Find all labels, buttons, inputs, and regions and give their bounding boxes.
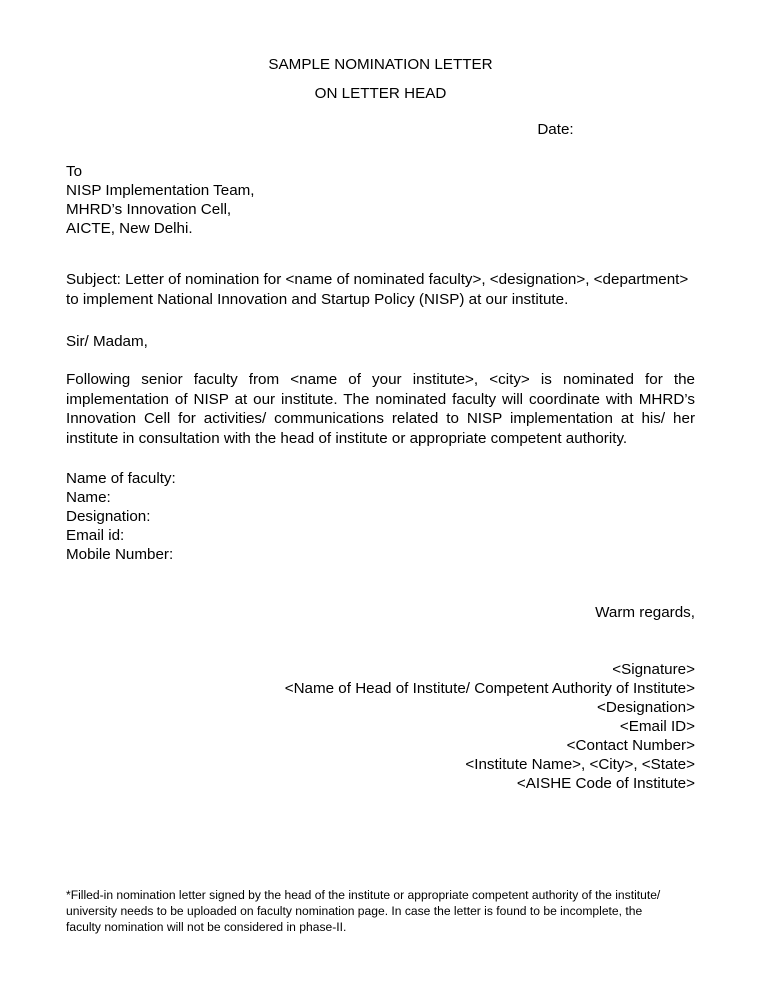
document-title: SAMPLE NOMINATION LETTER: [268, 56, 493, 73]
body-paragraph: Following senior faculty from <name of your institute>, <city> is nominated for the implementation of NISP at our institute. The nominated faculty will coordinate with MHRD’s Innovation Cell for activities/ communications related to NISP implementation at his/ her institute in consultation with the head of institute or appropriate competent authority.: [66, 371, 695, 447]
signature-block: [66, 660, 695, 793]
letter-content: [66, 0, 695, 793]
salutation: Sir/ Madam,: [66, 333, 148, 350]
addressee-line-cell: MHRD’s Innovation Cell,: [66, 201, 232, 218]
addressee-line-to: To: [66, 163, 83, 180]
field-email-id: Email id:: [66, 527, 125, 544]
signature-line-designation: <Designation>: [597, 699, 695, 716]
field-mobile-number: Mobile Number:: [66, 546, 174, 563]
faculty-fields-block: [66, 469, 695, 564]
signature-line-institute: <Institute Name>, <City>, <State>: [465, 756, 695, 773]
addressee-block: [66, 162, 695, 238]
subject-line: Subject: Letter of nomination for <name of nominated faculty>, <designation>, <department> to implement National Innovation and Startup Policy (NISP) at our institute.: [66, 271, 689, 308]
signature-line-aishe-code: <AISHE Code of Institute>: [516, 775, 695, 792]
footnote: *Filled-in nomination letter signed by the head of the institute or appropriate competent authority of the institute/ university needs to be uploaded on faculty nomination page. In case the letter is found to be incomplete, the faculty nomination will not be considered in phase-II.: [66, 888, 661, 934]
addressee-line-city: AICTE, New Delhi.: [66, 220, 193, 237]
signature-line-signature: <Signature>: [612, 661, 695, 678]
field-name-of-faculty: Name of faculty:: [66, 470, 176, 487]
addressee-line-team: NISP Implementation Team,: [66, 182, 255, 199]
field-name: Name:: [66, 489, 111, 506]
signature-line-name: <Name of Head of Institute/ Competent Authority of Institute>: [284, 680, 695, 697]
date-field-label: Date:: [537, 121, 574, 138]
closing-salutation: Warm regards,: [595, 604, 695, 621]
signature-line-contact: <Contact Number>: [566, 737, 695, 754]
document-subtitle: ON LETTER HEAD: [314, 85, 447, 102]
field-designation: Designation:: [66, 508, 151, 525]
signature-line-email: <Email ID>: [619, 718, 695, 735]
